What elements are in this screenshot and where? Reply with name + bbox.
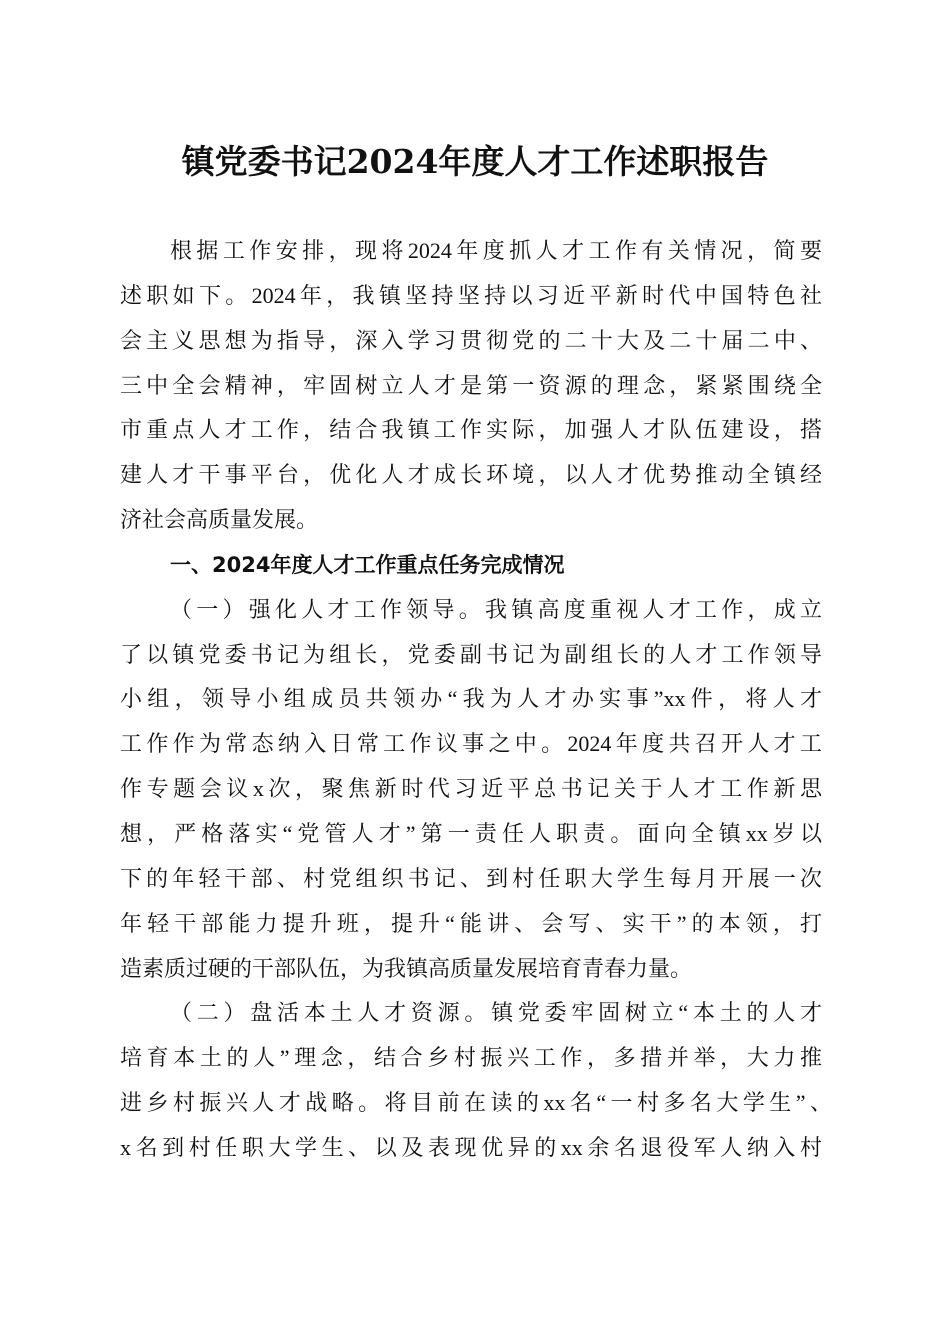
text-line: 工作作为常态纳入日常工作议事之中。2024年度共召开人才工 bbox=[120, 731, 822, 757]
text-line: 小组，领导小组成员共领办“我为人才办实事”xx件，将人才 bbox=[120, 686, 822, 712]
paragraph-intro bbox=[120, 229, 822, 543]
text-line: 根据工作安排，现将2024年度抓人才工作有关情况，简要 bbox=[170, 238, 822, 263]
text-line: 了以镇党委书记为组长，党委副书记为副组长的人才工作领导 bbox=[120, 641, 822, 667]
text-line: 济社会高质量发展。 bbox=[120, 507, 319, 533]
text-line: 年轻干部能力提升班，提升“能讲、会写、实干”的本领，打 bbox=[120, 910, 822, 936]
text-line: （二）盘活本土人才资源。镇党委牢固树立“本土的人才 bbox=[170, 1000, 822, 1026]
text-line: 建人才干事平台，优化人才成长环境，以人才优势推动全镇经 bbox=[120, 462, 822, 488]
text-line: （一）强化人才工作领导。我镇高度重视人才工作，成立 bbox=[170, 596, 822, 622]
text-line: 进乡村振兴人才战略。将目前在读的xx名“一村多名大学生”、 bbox=[120, 1090, 832, 1116]
document-title: 镇党委书记2024年度人才工作述职报告 bbox=[181, 142, 769, 181]
section-heading: 一、2024年度人才工作重点任务完成情况 bbox=[170, 552, 565, 577]
text-line: 作专题会议x次，聚焦新时代习近平总书记关于人才工作新思 bbox=[120, 776, 822, 802]
paragraph-local-talent bbox=[120, 991, 832, 1170]
document-body bbox=[120, 229, 832, 1171]
text-line: x名到村任职大学生、以及表现优异的xx余名退役军人纳入村 bbox=[120, 1134, 822, 1160]
text-line: 培育本土的人”理念，结合乡村振兴工作，多措并举，大力推 bbox=[120, 1045, 822, 1071]
text-line: 市重点人才工作，结合我镇工作实际，加强人才队伍建设，搭 bbox=[120, 417, 822, 443]
paragraph-leadership bbox=[120, 588, 822, 992]
text-line: 下的年轻干部、村党组织书记、到村任职大学生每月开展一次 bbox=[120, 865, 822, 891]
text-line: 会主义思想为指导，深入学习贯彻党的二十大及二十届二中、 bbox=[120, 327, 822, 353]
text-line: 三中全会精神，牢固树立人才是第一资源的理念，紧紧围绕全 bbox=[120, 372, 822, 398]
text-line: 想，严格落实“党管人才”第一责任人职责。面向全镇xx岁以 bbox=[120, 820, 822, 846]
text-line: 造素质过硬的干部队伍，为我镇高质量发展培育青春力量。 bbox=[120, 955, 693, 981]
text-line: 述职如下。2024年，我镇坚持坚持以习近平新时代中国特色社 bbox=[120, 282, 822, 308]
